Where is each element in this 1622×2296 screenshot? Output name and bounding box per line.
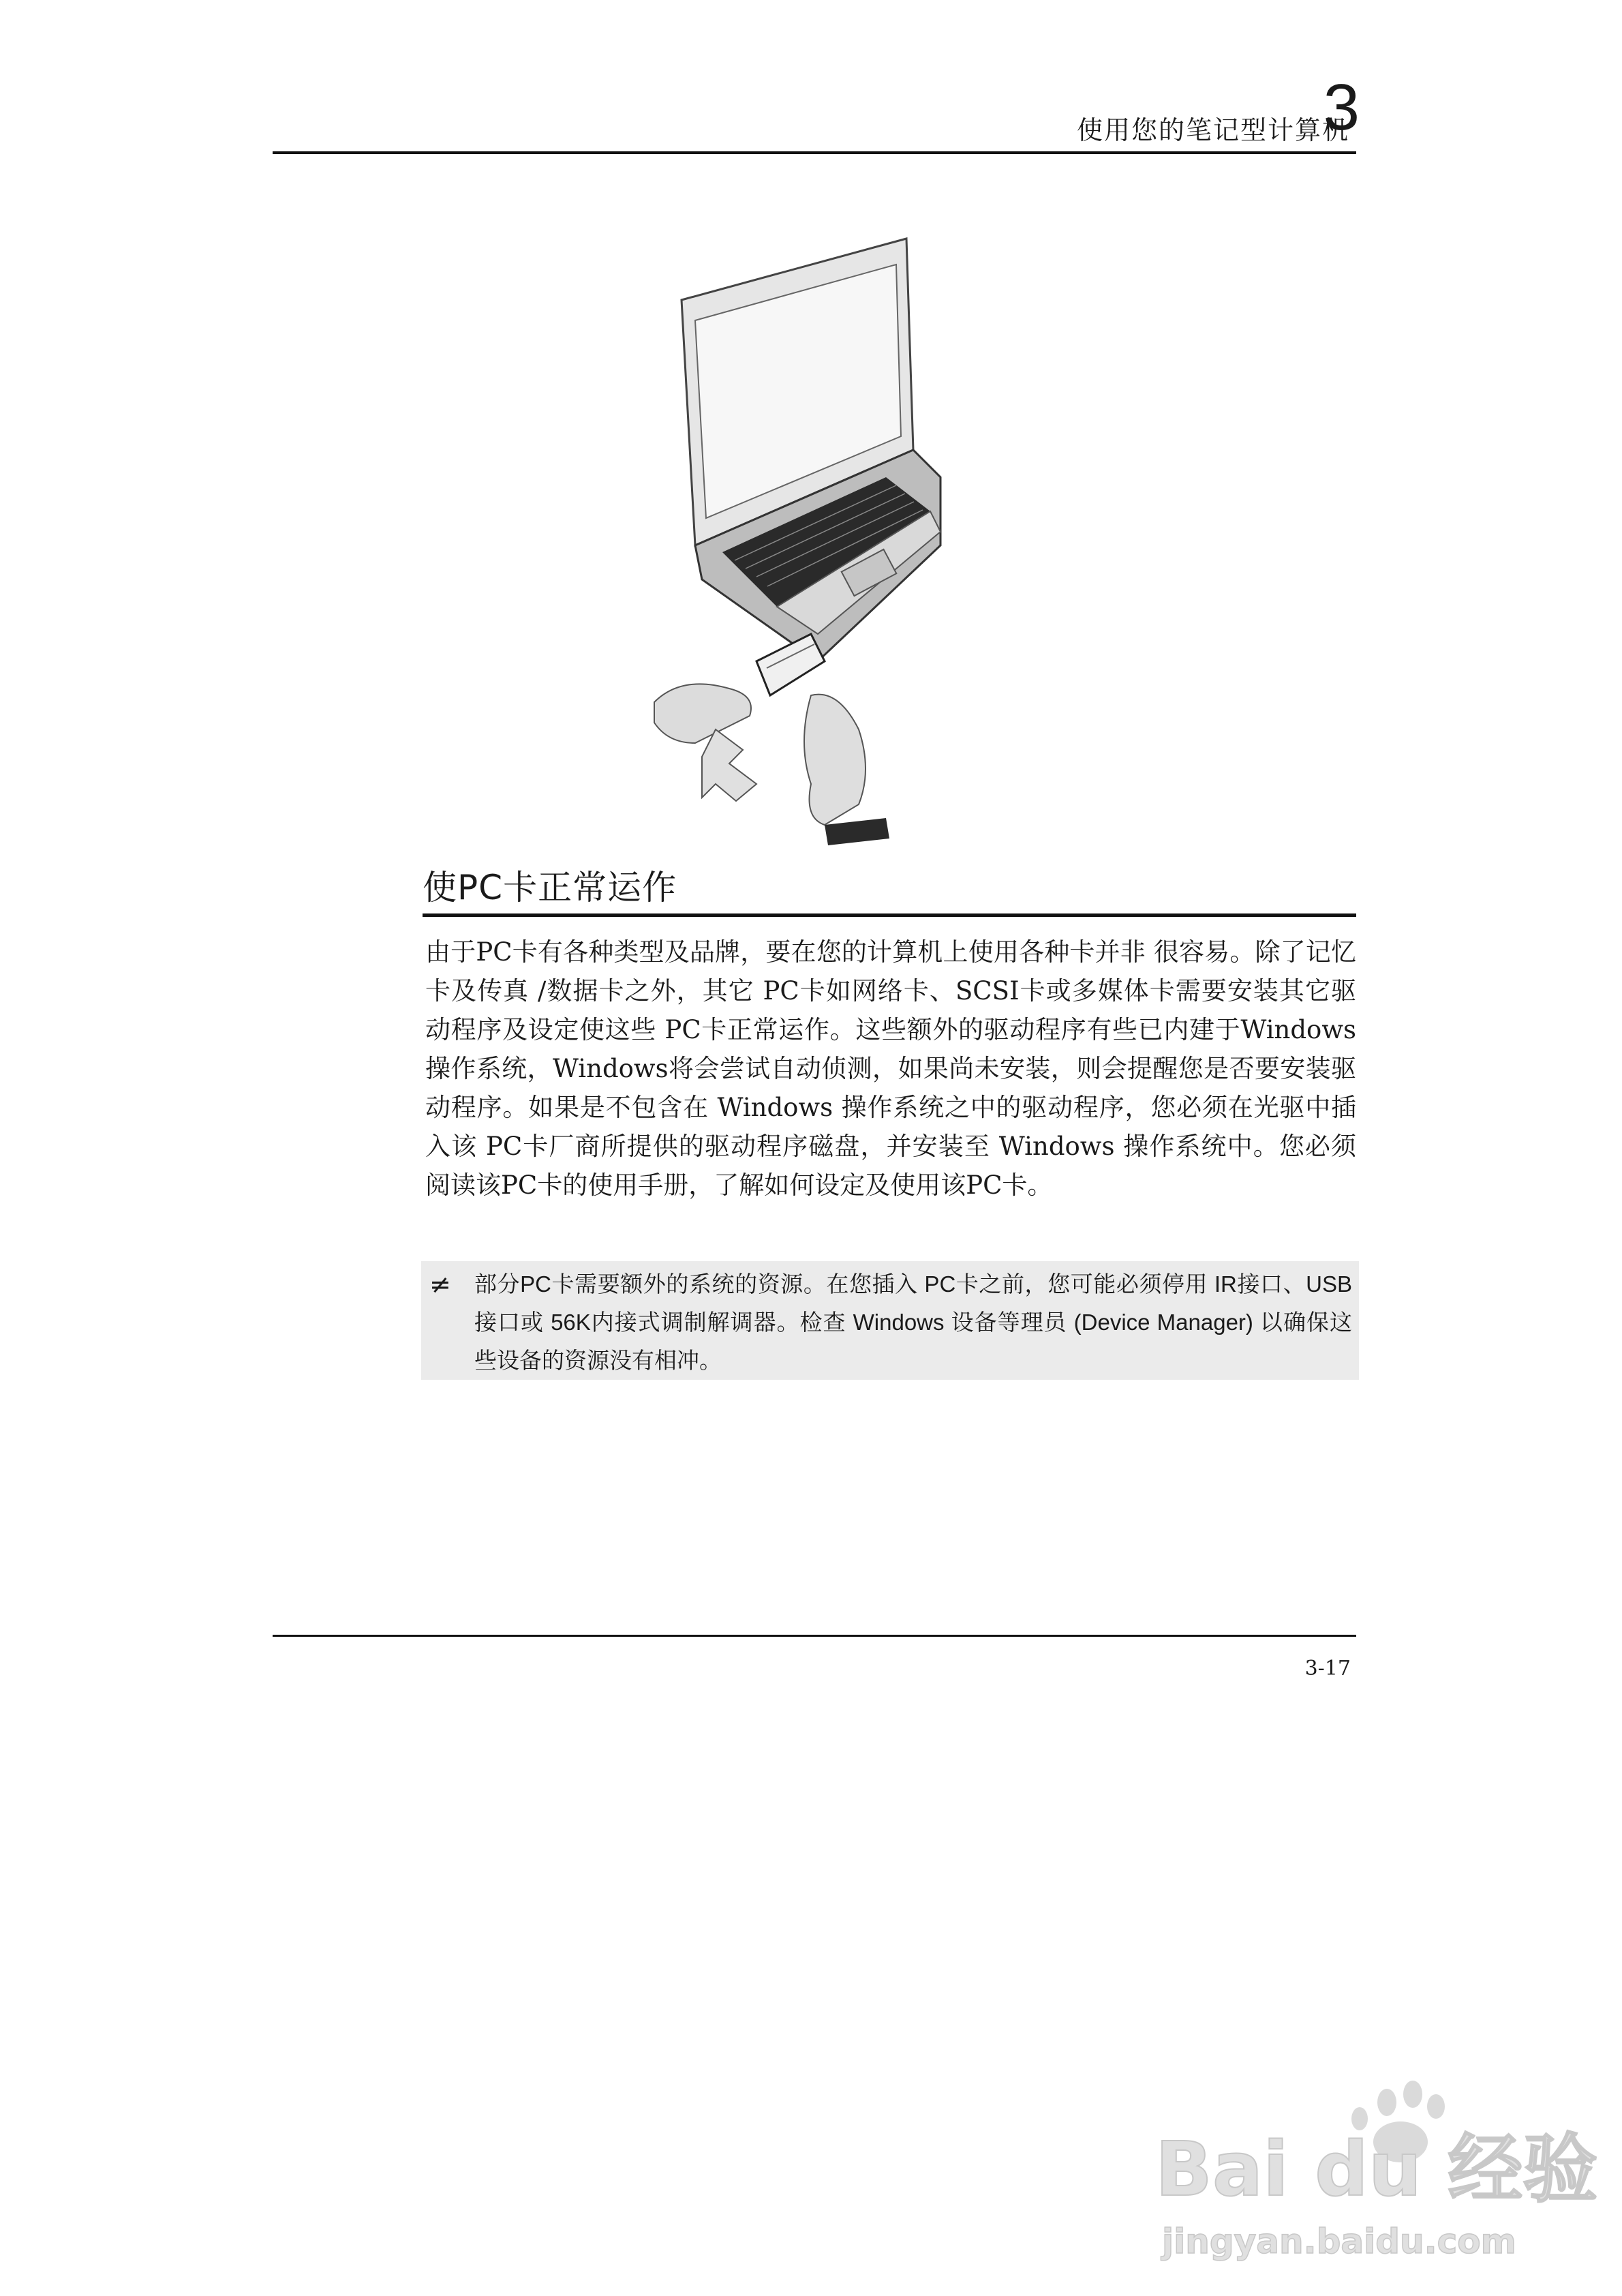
section-heading: 使PC卡正常运作 xyxy=(423,868,677,907)
section-body-paragraph: 由于PC卡有各种类型及品牌，要在您的计算机上使用各种卡并非 很容易。除了记忆卡及传真 /数据卡之外，其它 PC卡如网络卡、SCSI卡或多媒体卡需要安装其它驱动程序及设定使这些 PC卡正常运作。这些额外的驱动程序有些已内建于Windows 操作系统，Windows将会尝试自动侦测，如果尚未安装，则会提醒您是否要安装驱动程序。如果是不包含在 Windows 操作系统之中的驱动程序，您必须在光驱中插入该 PC卡厂商所提供的驱动程序磁盘，并安装至 Windows 操作系统中。您必须阅读该PC卡的使用手册，了解如何设定及使用该PC卡。 xyxy=(425,937,1356,1200)
watermark-url: jingyan.baidu.com xyxy=(1162,2222,1516,2261)
watermark-brand: Bai du 经验 xyxy=(1155,2126,1598,2213)
note-icon: ≠ xyxy=(429,1269,451,1299)
laptop-pc-card-illustration xyxy=(654,225,940,859)
header-rule xyxy=(273,151,1356,154)
chapter-title: 使用您的笔记型计算机 xyxy=(1076,115,1349,145)
chapter-number: 3 xyxy=(1323,71,1360,144)
section-rule xyxy=(423,913,1356,917)
baidu-watermark-logo xyxy=(1155,2079,1598,2263)
note-text: 部分PC卡需要额外的系统的资源。在您插入 PC卡之前，您可能必须停用 IR接口、USB接口或 56K内接式调制解调器。检查 Windows 设备等理员 (Device Manager) 以确保这些设备的资源没有相冲。 xyxy=(474,1271,1352,1373)
footer-rule xyxy=(273,1635,1356,1637)
page-number: 3-17 xyxy=(1304,1657,1351,1680)
